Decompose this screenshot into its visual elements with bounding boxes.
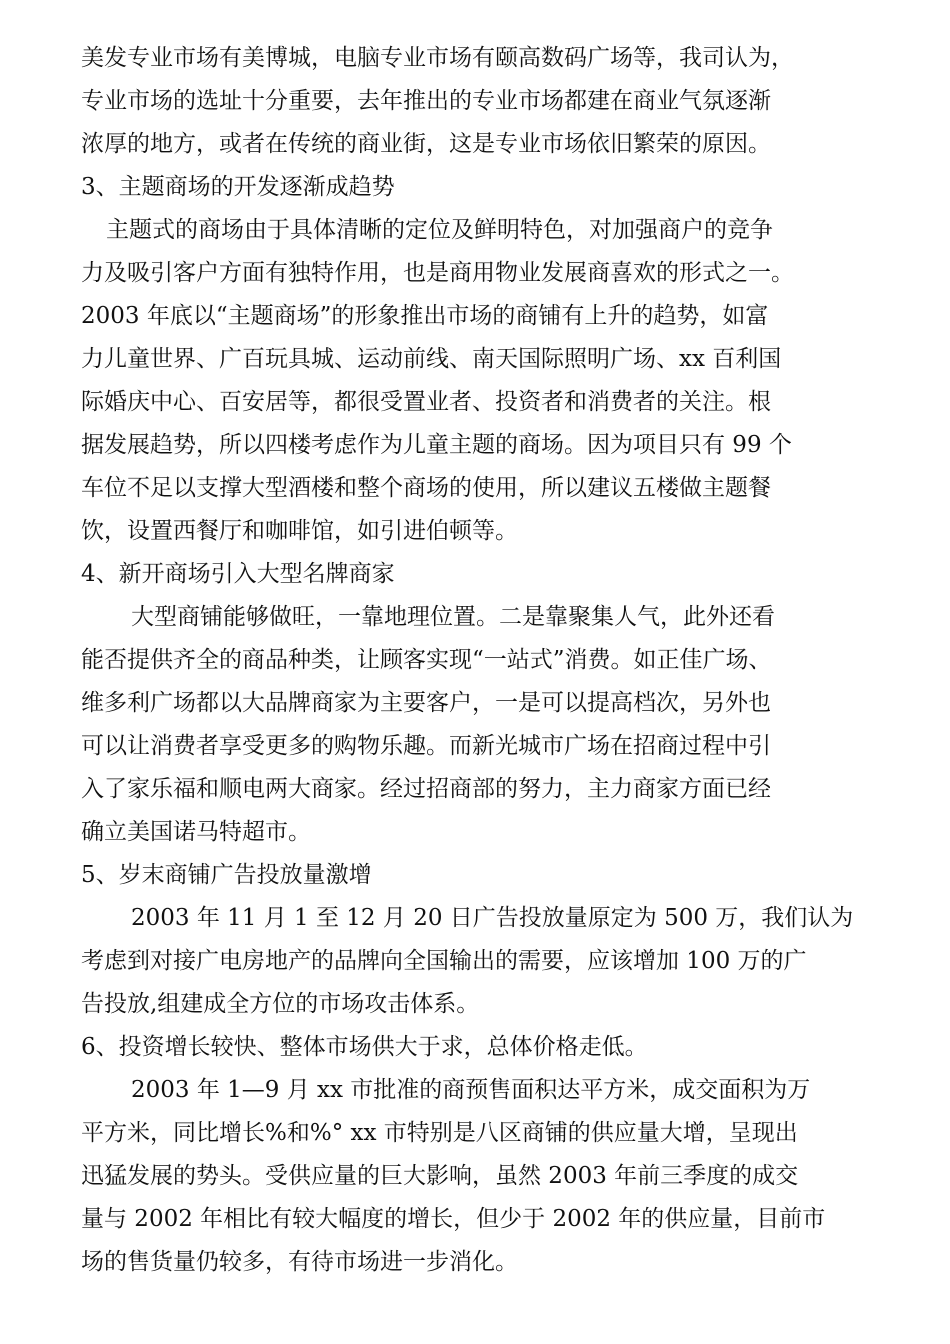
text-line: 可以让消费者享受更多的购物乐趣。而新光城市广场在招商过程中引 — [81, 733, 771, 759]
paragraph-first-line: 主题式的商场由于具体清晰的定位及鲜明特色，对加强商户的竞争 — [106, 217, 773, 243]
section-heading-6: 6、投资增长较快、整体市场供大于求，总体价格走低。 — [81, 1034, 648, 1060]
text-line: 告投放,组建成全方位的市场攻击体系。 — [81, 991, 480, 1017]
text-line: 平方米，同比增长%和%° xx 市特别是八区商铺的供应量大增，呈现出 — [81, 1120, 798, 1146]
section-heading-4: 4、新开商场引入大型名牌商家 — [81, 561, 395, 587]
text-line: 车位不足以支撑大型酒楼和整个商场的使用，所以建议五楼做主题餐 — [81, 475, 771, 501]
text-line: 际婚庆中心、百安居等，都很受置业者、投资者和消费者的关注。根 — [81, 389, 771, 415]
paragraph-first-line: 大型商铺能够做旺，一靠地理位置。二是靠聚集人气，此外还看 — [131, 604, 775, 630]
section-heading-3: 3、主题商场的开发逐渐成趋势 — [81, 174, 395, 200]
text-line: 考虑到对接广电房地产的品牌向全国输出的需要，应该增加 100 万的广 — [81, 948, 807, 974]
text-line: 迅猛发展的势头。受供应量的巨大影响，虽然 2003 年前三季度的成交 — [81, 1163, 799, 1189]
text-line: 2003 年底以“主题商场”的形象推出市场的商铺有上升的趋势，如富 — [81, 303, 769, 329]
text-line: 入了家乐福和顺电两大商家。经过招商部的努力，主力商家方面已经 — [81, 776, 771, 802]
text-line: 浓厚的地方，或者在传统的商业街，这是专业市场依旧繁荣的原因。 — [81, 131, 771, 157]
text-line: 饮，设置西餐厅和咖啡馆，如引进伯顿等。 — [81, 518, 518, 544]
text-line: 美发专业市场有美博城，电脑专业市场有颐高数码广场等，我司认为， — [81, 45, 794, 71]
section-heading-5: 5、岁末商铺广告投放量激增 — [81, 862, 372, 888]
text-line: 量与 2002 年相比有较大幅度的增长，但少于 2002 年的供应量，目前市 — [81, 1206, 826, 1232]
text-line: 据发展趋势，所以四楼考虑作为儿童主题的商场。因为项目只有 99 个 — [81, 432, 792, 458]
text-line: 维多利广场都以大品牌商家为主要客户，一是可以提高档次，另外也 — [81, 690, 771, 716]
text-line: 场的售货量仍较多，有待市场进一步消化。 — [81, 1249, 518, 1275]
text-line: 确立美国诺马特超市。 — [81, 819, 311, 845]
paragraph-first-line: 2003 年 11 月 1 至 12 月 20 日广告投放量原定为 500 万，我们认为 — [131, 905, 854, 931]
text-line: 专业市场的选址十分重要，去年推出的专业市场都建在商业气氛逐渐 — [81, 88, 771, 114]
text-line: 能否提供齐全的商品种类，让顾客实现“一站式”消费。如正佳广场、 — [81, 647, 772, 673]
text-line: 力儿童世界、广百玩具城、运动前线、南天国际照明广场、xx 百利国 — [81, 346, 782, 372]
paragraph-first-line: 2003 年 1—9 月 xx 市批准的商预售面积达平方米，成交面积为万 — [131, 1077, 811, 1103]
text-line: 力及吸引客户方面有独特作用，也是商用物业发展商喜欢的形式之一。 — [81, 260, 794, 286]
